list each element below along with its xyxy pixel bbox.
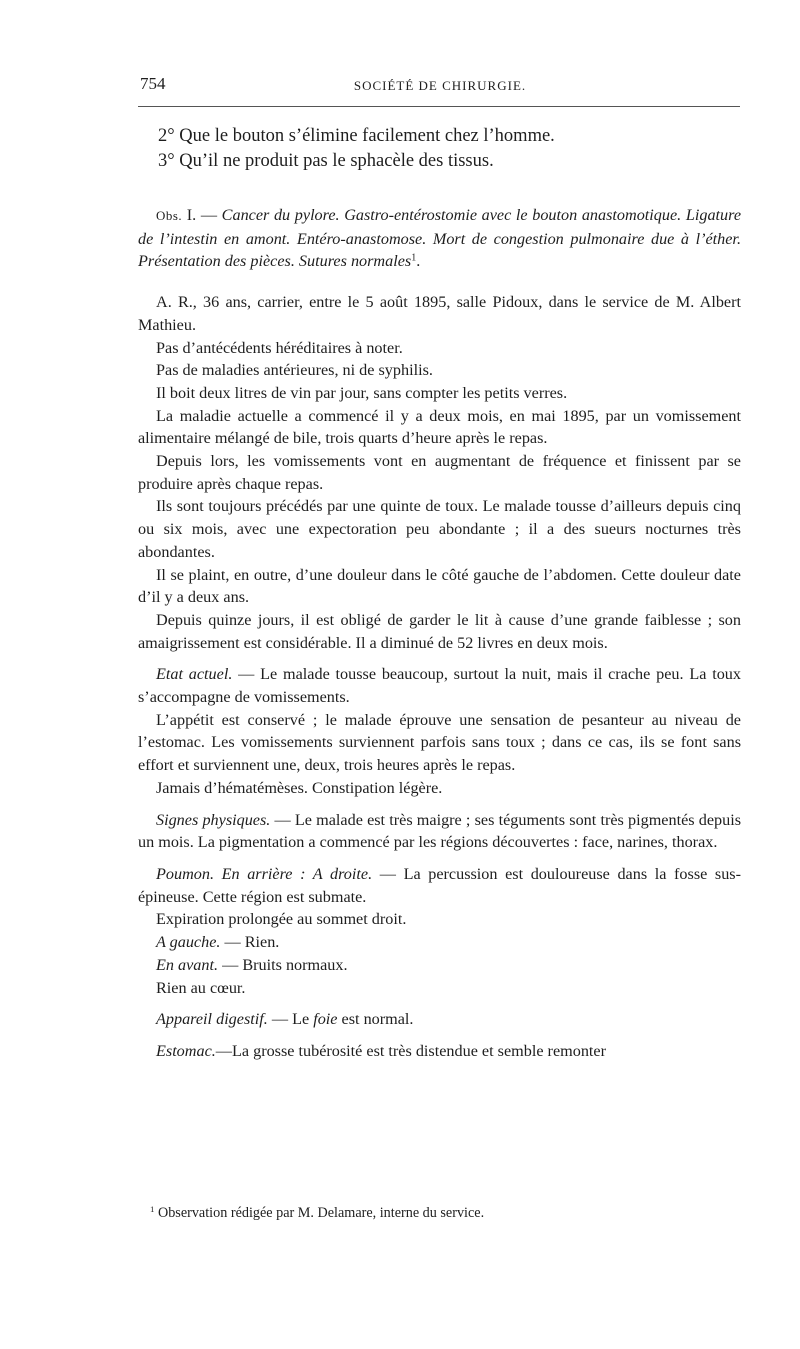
header-rule xyxy=(138,106,740,107)
footnote-text: Observation rédigée par M. Delamare, interne du service. xyxy=(157,1205,485,1221)
gauche-label: A gauche. xyxy=(156,933,221,952)
paragraph-en-avant xyxy=(138,954,741,977)
estomac-label: Estomac. xyxy=(156,1041,216,1060)
paragraph-patient: A. R., 36 ans, carrier, entre le 5 août 1895, salle Pidoux, dans le service de M. Albert Mathieu. xyxy=(138,293,741,334)
conclusion-2: 2° Que le bouton s’élimine facilement chez l’homme. xyxy=(158,126,555,146)
running-title: SOCIÉTÉ DE CHIRURGIE. xyxy=(353,78,527,93)
signes-label: Signes physiques. xyxy=(156,810,271,829)
paragraph-appareil-digestif xyxy=(138,1008,741,1031)
signes-text: — Le malade est très maigre ; ses téguments sont très pigmentés depuis un mois. La pigmentation a commencé par les régions découvertes : face, narines, thorax. xyxy=(138,810,741,852)
gauche-text: — Rien. xyxy=(224,933,280,952)
page-number: 754 xyxy=(140,74,166,93)
avant-text: — Bruits normaux. xyxy=(222,955,348,974)
footnote xyxy=(150,1205,484,1222)
poumon-label: Poumon. En arrière : A droite. xyxy=(156,864,373,883)
paragraph-a-gauche xyxy=(138,931,741,954)
footnote-ref: 1 xyxy=(411,252,417,264)
etat-text: — Le malade tousse beaucoup, surtout la nuit, mais il crache peu. La toux s’accompagne de vomissements. xyxy=(138,665,741,707)
paragraph-history: Pas de maladies antérieures, ni de syphilis. xyxy=(156,361,433,380)
paragraph-estomac xyxy=(138,1040,741,1063)
paragraph-onset: La maladie actuelle a commencé il y a deux mois, en mai 1895, par un vomissement alimentaire mélangé de bile, trois quarts d’heure après le repas. xyxy=(138,406,741,448)
paragraph-signes-physiques xyxy=(138,809,741,854)
appareil-dash: — Le xyxy=(271,1010,310,1029)
paragraph-heredity: Pas d’antécédents héréditaires à noter. xyxy=(156,338,403,357)
paragraph-coeur: Rien au cœur. xyxy=(156,978,246,997)
conclusion-3: 3° Qu’il ne produit pas le sphacèle des tissus. xyxy=(158,151,494,171)
paragraph-appetite: L’appétit est conservé ; le malade éprouve une sensation de pesanteur au niveau de l’estomac. Les vomissements surviennent parfois sans toux ; dans ce cas, ils se font sans effort et surviennent une, deux, trois heures après le repas. xyxy=(138,710,741,775)
obs-number: I. — xyxy=(186,206,218,224)
observation-heading xyxy=(138,204,741,273)
obs-title: Cancer du pylore. Gastro-entérostomie avec le bouton anastomotique. Ligature de l’intestin en amont. Entéro-anastomose. Mort de congestion pulmonaire due à l’éther. Présentation des pièces. Sutures normales xyxy=(138,206,742,271)
avant-label: En avant. xyxy=(156,955,219,974)
poumon-text: — La percussion est douloureuse dans la fosse sus-épineuse. Cette région est submate. xyxy=(138,864,742,906)
obs-label: Obs. xyxy=(156,208,183,223)
paragraph-etat-actuel xyxy=(138,663,741,708)
paragraph-cough: Ils sont toujours précédés par une quinte de toux. Le malade tousse d’ailleurs depuis cinq ou six mois, avec une expectoration peu abondante ; il a des sueurs nocturnes très abondantes. xyxy=(138,497,741,561)
etat-label: Etat actuel. xyxy=(156,665,233,684)
paragraph-hematemesis: Jamais d’hématémèses. Constipation légère. xyxy=(156,778,443,797)
appareil-label: Appareil digestif. xyxy=(156,1010,268,1029)
paragraph-poumon xyxy=(138,863,741,908)
body-text xyxy=(138,124,741,1063)
foie-word: foie xyxy=(313,1010,338,1029)
estomac-text: —La grosse tubérosité est très distendue et semble remonter xyxy=(215,1041,606,1060)
paragraph-vomiting: Depuis lors, les vomissements vont en augmentant de fréquence et finissent par se produire après chaque repas. xyxy=(138,452,741,493)
paragraph-alcohol: Il boit deux litres de vin par jour, sans compter les petits verres. xyxy=(156,383,568,402)
appareil-text: est normal. xyxy=(341,1010,414,1029)
paragraph-pain: Il se plaint, en outre, d’une douleur dans le côté gauche de l’abdomen. Cette douleur date d’il y a deux ans. xyxy=(138,565,741,607)
obs-end: . xyxy=(416,252,421,271)
paragraph-expiration: Expiration prolongée au sommet droit. xyxy=(156,910,407,929)
paragraph-weakness: Depuis quinze jours, il est obligé de garder le lit à cause d’une grande faiblesse ; son amaigrissement est considérable. Il a diminué de 52 livres en deux mois. xyxy=(138,610,741,652)
footnote-marker: 1 xyxy=(150,1204,155,1215)
